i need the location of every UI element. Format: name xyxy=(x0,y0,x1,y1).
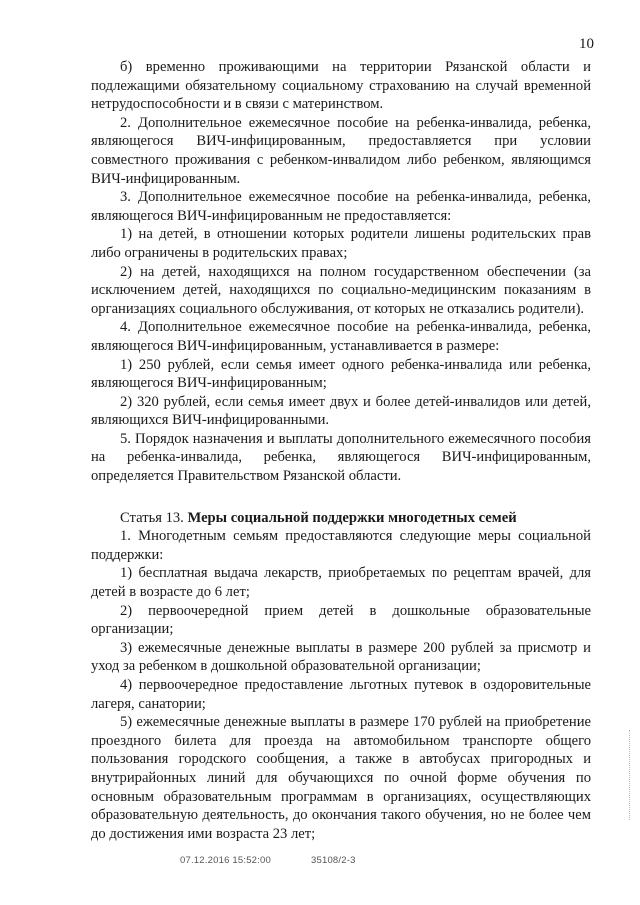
footer-document-code: 35108/2-3 xyxy=(311,855,356,866)
paragraph-4-item-2: 2) 320 рублей, если семья имеет двух и более детей-инвалидов или детей, являющихся ВИЧ-инфицированными. xyxy=(91,393,591,429)
paragraph-2: 2. Дополнительное ежемесячное пособие на ребенка-инвалида, ребенка, являющегося ВИЧ-инфицированным, предоставляется при условии совместного проживания с ребенком-инвалидом либо ребенком, являющимся ВИЧ-инфицированным. xyxy=(91,114,591,187)
page-number: 10 xyxy=(579,36,594,52)
paragraph-3-item-1: 1) на детей, в отношении которых родители лишены родительских прав либо ограничены в родительских правах; xyxy=(91,226,591,261)
article-heading xyxy=(91,509,591,528)
section-spacer xyxy=(91,486,591,509)
article-13-item-4: 4) первоочередное предоставление льготных путевок в оздоровительные лагеря, санатории; xyxy=(91,677,591,712)
article-13-item-3: 3) ежемесячные денежные выплаты в размере 200 рублей за присмотр и уход за ребенком в дошкольной образовательной организации; xyxy=(91,639,591,675)
article-13-item-1: 1) бесплатная выдача лекарств, приобретаемых по рецептам врачей, для детей в возрасте до 6 лет; xyxy=(91,565,591,601)
paragraph-6b: б) временно проживающими на территории Рязанской области и подлежащими обязательному социальному страхованию на случай временной нетрудоспособности и в связи с материнством. xyxy=(91,59,591,113)
article-13-item-2: 2) первоочередной прием детей в дошкольные образовательные организации; xyxy=(91,602,591,638)
scan-edge-marks xyxy=(629,730,632,820)
paragraph-5: 5. Порядок назначения и выплаты дополнительного ежемесячного пособия на ребенка-инвалида, ребенка, являющегося ВИЧ-инфицированным, определяется Правительством Рязанской области. xyxy=(91,430,591,485)
footer-timestamp: 07.12.2016 15:52:00 xyxy=(180,855,271,866)
paragraph-4: 4. Дополнительное ежемесячное пособие на ребенка-инвалида, ребенка, являющегося ВИЧ-инфицированным, устанавливается в размере: xyxy=(91,319,591,354)
article-number: Статья 13. xyxy=(120,509,188,526)
article-13-paragraph-1: 1. Многодетным семьям предоставляются следующие меры социальной поддержки: xyxy=(91,528,591,563)
document-body xyxy=(91,58,591,843)
paragraph-4-item-1: 1) 250 рублей, если семья имеет одного ребенка-инвалида или ребенка, являющегося ВИЧ-инфицированным; xyxy=(91,356,591,392)
article-title: Меры социальной поддержки многодетных семей xyxy=(187,509,517,526)
paragraph-3-item-2: 2) на детей, находящихся на полном государственном обеспечении (за исключением детей, находящихся по социально-медицинским показаниям в организациях социального обслуживания, от которых не отказались родители). xyxy=(91,263,591,317)
paragraph-3: 3. Дополнительное ежемесячное пособие на ребенка-инвалида, ребенка, являющегося ВИЧ-инфицированным не предоставляется: xyxy=(91,189,591,224)
article-13-item-5: 5) ежемесячные денежные выплаты в размере 170 рублей на приобретение проездного билета для проезда на автомобильном транспорте общего пользования городского сообщения, а также в автобусах пригородных и внутрирайонных линий для обучающихся по очной форме обучения по основным образовательным программам в организациях, осуществляющих образовательную деятельность, до окончания такого обучения, но не более чем до достижения ими возраста 23 лет; xyxy=(91,714,591,842)
